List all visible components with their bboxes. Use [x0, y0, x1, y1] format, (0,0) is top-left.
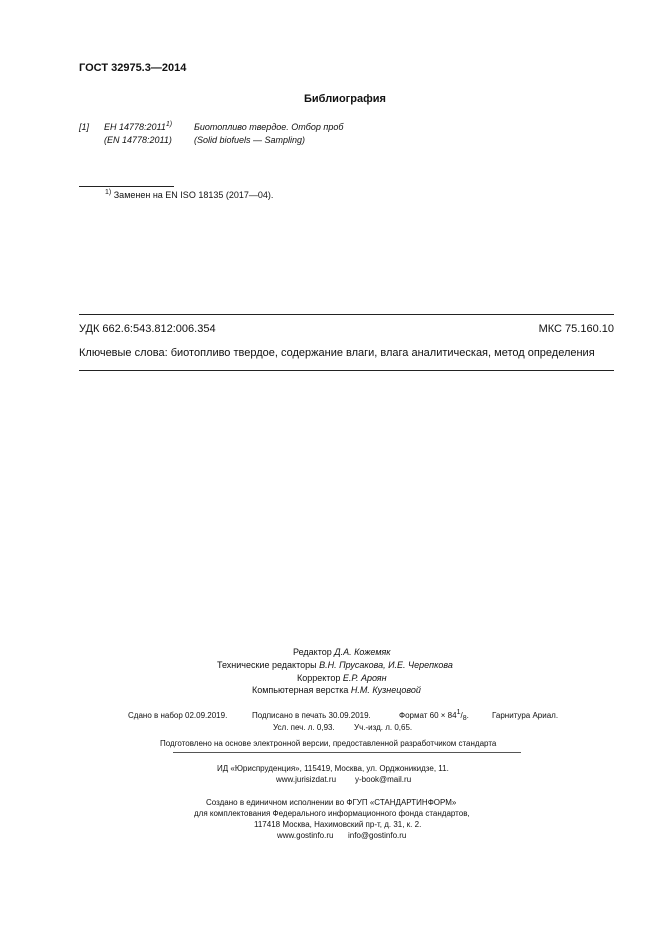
- bibliography-entry-code-en: (EN 14778:2011): [104, 135, 172, 145]
- imprint-typeface: Гарнитура Ариал.: [492, 711, 559, 720]
- credit-layout: [252, 685, 421, 695]
- footnote-text: Заменен на EN ISO 18135 (2017—04).: [113, 190, 274, 200]
- producer-address: 117418 Москва, Нахимовский пр-т, д. 31, к. 2.: [254, 820, 422, 829]
- layout-label: Компьютерная верстка: [252, 685, 349, 695]
- imprint-print-sheets: Усл. печ. л. 0,93.: [273, 723, 335, 732]
- classification-top-rule: [79, 314, 614, 315]
- imprint-rule: [173, 752, 521, 753]
- corrector-label: Корректор: [297, 673, 341, 683]
- footnote-mark: 1): [105, 189, 112, 196]
- format-numerator: 1: [456, 709, 461, 716]
- editor-name: Д.А. Кожемяк: [334, 647, 391, 657]
- credit-editor: [293, 647, 391, 657]
- producer-email[interactable]: info@gostinfo.ru: [348, 831, 407, 840]
- bibliography-title: Библиография: [304, 93, 386, 105]
- imprint-format: Формат $60 \times 84^1/_8$.: [399, 709, 469, 722]
- format-text: Формат 60 × 84: [399, 711, 457, 720]
- editor-label: Редактор: [293, 647, 332, 657]
- imprint-typeset-date: Сдано в набор 02.09.2019.: [128, 711, 228, 720]
- format-denominator: 8: [462, 715, 467, 722]
- imprint-prepared-note: Подготовлено на основе электронной версии, предоставленной разработчиком стандарта: [160, 739, 497, 748]
- tech-editors-names: В.Н. Прусакова, И.Е. Черепкова: [319, 660, 453, 670]
- imprint-print-date: Подписано в печать 30.09.2019.: [252, 711, 371, 720]
- producer-line-2: для комплектования Федерального информационного фонда стандартов,: [194, 809, 470, 818]
- entry-code-footnote-mark: 1): [165, 121, 173, 128]
- mks-code: МКС 75.160.10: [538, 323, 614, 335]
- publisher-website[interactable]: www.jurisizdat.ru: [276, 775, 337, 784]
- classification-bottom-rule: [79, 370, 614, 371]
- layout-name: Н.М. Кузнецовой: [350, 685, 421, 695]
- bibliography-entry-number: [1]: [79, 122, 90, 132]
- credit-corrector: [297, 673, 387, 683]
- bibliography-entry-code: [104, 122, 172, 132]
- document-code: ГОСТ 32975.3—2014: [79, 62, 187, 74]
- entry-code-text: ЕН 14778:2011: [104, 122, 166, 132]
- keywords: Ключевые слова: биотопливо твердое, содержание влаги, влага аналитическая, метод определения: [79, 347, 595, 359]
- tech-editors-label: Технические редакторы: [217, 660, 317, 670]
- publisher-email[interactable]: y-book@mail.ru: [355, 775, 412, 784]
- publisher-address: ИД «Юриспруденция», 115419, Москва, ул. Орджоникидзе, 11.: [217, 764, 449, 773]
- udk-code: УДК 662.6:543.812:006.354: [79, 323, 216, 335]
- bibliography-entry-title-en: (Solid biofuels — Sampling): [194, 135, 306, 145]
- footnote-separator: [79, 186, 174, 187]
- corrector-name: Е.Р. Ароян: [342, 673, 387, 683]
- producer-line-1: Создано в единичном исполнении во ФГУП «СТАНДАРТИНФОРМ»: [206, 798, 457, 807]
- bibliography-entry-title-ru: Биотопливо твердое. Отбор проб: [194, 122, 344, 132]
- footnote: [105, 190, 273, 200]
- imprint-publish-sheets: Уч.-изд. л. 0,65.: [354, 723, 413, 732]
- producer-website[interactable]: www.gostinfo.ru: [277, 831, 334, 840]
- credit-tech-editors: [217, 660, 453, 670]
